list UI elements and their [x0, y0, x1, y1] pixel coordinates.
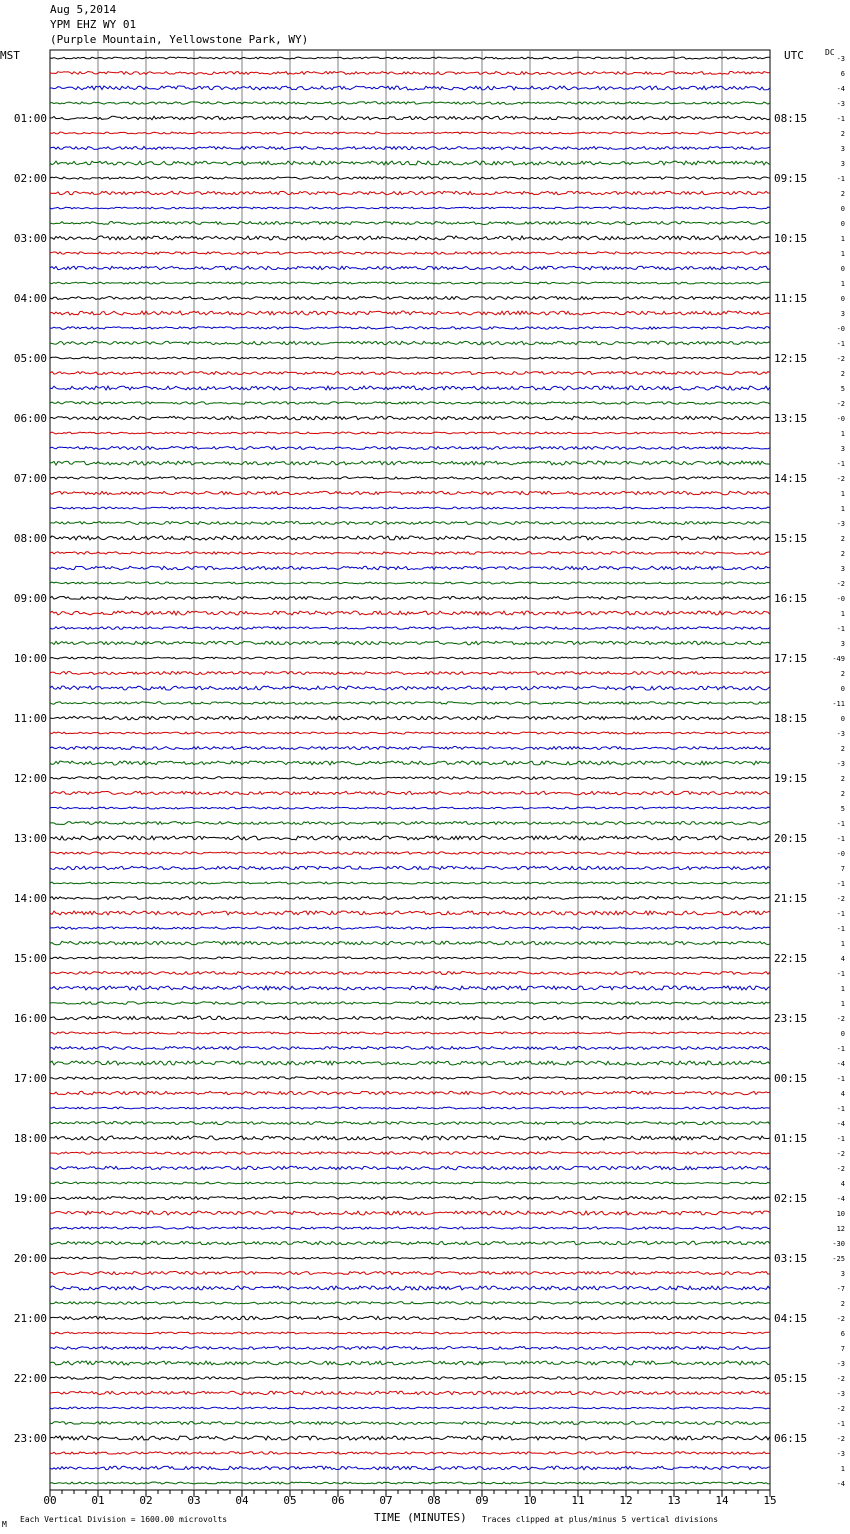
trace-line-12	[50, 222, 770, 225]
dc-offset-label: 2	[840, 745, 845, 753]
dc-offset-label: 2	[840, 370, 845, 378]
dc-offset-label: 6	[840, 1330, 845, 1338]
dc-offset-label: 1	[840, 1465, 845, 1473]
trace-line-23	[50, 386, 770, 390]
trace-line-34	[50, 552, 770, 554]
left-hour-label: 13:00	[13, 832, 47, 845]
trace-line-54	[50, 852, 770, 854]
dc-offset-label: -0	[836, 595, 845, 603]
trace-line-26	[50, 432, 770, 434]
trace-line-27	[50, 447, 770, 450]
dc-column-label: DC	[825, 48, 835, 57]
right-hour-label: 02:15	[774, 1192, 808, 1205]
trace-line-48	[50, 761, 770, 765]
right-hour-label: 14:15	[774, 472, 808, 485]
trace-line-64	[50, 1002, 770, 1004]
dc-offset-label: -2	[836, 1015, 845, 1023]
left-hour-label: 09:00	[13, 592, 47, 605]
left-hour-label: 23:00	[13, 1432, 47, 1445]
dc-offset-label: -2	[836, 1375, 845, 1383]
dc-offset-label: -3	[836, 55, 845, 63]
right-hour-label: 20:15	[774, 832, 808, 845]
dc-offset-label: 3	[840, 1270, 845, 1278]
dc-offset-label: 0	[840, 220, 845, 228]
trace-line-5	[50, 116, 770, 119]
left-timezone-label: MST	[0, 49, 20, 62]
dc-offset-label: -2	[836, 1150, 845, 1158]
dc-offset-label: 2	[840, 1300, 845, 1308]
dc-offset-label: 1	[840, 1000, 845, 1008]
footer-left-mark: M	[2, 1520, 7, 1529]
dc-offset-label: 0	[840, 1030, 845, 1038]
trace-line-75	[50, 1166, 770, 1169]
dc-offset-label: -0	[836, 850, 845, 858]
left-hour-label: 16:00	[13, 1012, 47, 1025]
x-tick-label: 15	[763, 1494, 777, 1507]
right-hour-label: 23:15	[774, 1012, 808, 1025]
trace-line-44	[50, 702, 770, 704]
trace-line-21	[50, 357, 770, 359]
trace-line-58	[50, 911, 770, 915]
dc-offset-label: 0	[840, 205, 845, 213]
dc-offset-label: -25	[832, 1255, 845, 1263]
dc-offset-label: -3	[836, 520, 845, 528]
dc-offset-label: -1	[836, 835, 845, 843]
dc-offset-label: -1	[836, 1420, 845, 1428]
dc-offset-label: -2	[836, 1435, 845, 1443]
trace-line-78	[50, 1211, 770, 1215]
trace-line-72	[50, 1122, 770, 1125]
x-tick-label: 11	[571, 1494, 585, 1507]
trace-line-46	[50, 732, 770, 734]
header-station: YPM EHZ WY 01	[50, 18, 137, 31]
trace-line-19	[50, 327, 770, 329]
right-hour-label: 11:15	[774, 292, 808, 305]
dc-offset-label: 2	[840, 190, 845, 198]
trace-line-82	[50, 1272, 770, 1275]
trace-line-67	[50, 1047, 770, 1050]
left-hour-label: 11:00	[13, 712, 47, 725]
left-hour-label: 08:00	[13, 532, 47, 545]
dc-offset-label: 10	[836, 1210, 845, 1218]
trace-line-25	[50, 416, 770, 419]
right-hour-label: 19:15	[774, 772, 808, 785]
dc-offset-label: 3	[840, 160, 845, 168]
left-hour-label: 21:00	[13, 1312, 47, 1325]
left-hour-label: 10:00	[13, 652, 47, 665]
dc-offset-label: -1	[836, 175, 845, 183]
dc-offset-label: -1	[836, 115, 845, 123]
left-hour-label: 15:00	[13, 952, 47, 965]
dc-offset-label: 5	[840, 385, 845, 393]
trace-line-68	[50, 1061, 770, 1065]
trace-line-11	[50, 207, 770, 209]
trace-line-1	[50, 57, 770, 59]
left-hour-label: 18:00	[13, 1132, 47, 1145]
trace-line-43	[50, 686, 770, 690]
dc-offset-label: -1	[836, 1105, 845, 1113]
trace-line-52	[50, 822, 770, 825]
trace-line-45	[50, 716, 770, 719]
trace-line-42	[50, 672, 770, 675]
x-tick-label: 04	[235, 1494, 249, 1507]
trace-line-53	[50, 836, 770, 840]
trace-line-62	[50, 972, 770, 975]
right-hour-label: 12:15	[774, 352, 808, 365]
dc-offset-label: -30	[832, 1240, 845, 1248]
right-hour-label: 10:15	[774, 232, 808, 245]
trace-line-84	[50, 1302, 770, 1304]
left-hour-label: 14:00	[13, 892, 47, 905]
trace-line-9	[50, 177, 770, 179]
trace-line-24	[50, 402, 770, 404]
left-hour-label: 01:00	[13, 112, 47, 125]
right-hour-label: 13:15	[774, 412, 808, 425]
x-tick-label: 09	[475, 1494, 489, 1507]
trace-line-35	[50, 566, 770, 569]
left-hour-label: 17:00	[13, 1072, 47, 1085]
dc-offset-label: -11	[832, 700, 845, 708]
footer-clip-note: Traces clipped at plus/minus 5 vertical divisions	[482, 1515, 719, 1524]
dc-offset-label: 1	[840, 505, 845, 513]
left-hour-label: 07:00	[13, 472, 47, 485]
dc-offset-label: 2	[840, 775, 845, 783]
trace-line-91	[50, 1407, 770, 1409]
x-tick-label: 06	[331, 1494, 345, 1507]
x-tick-label: 07	[379, 1494, 393, 1507]
dc-offset-label: 4	[840, 1180, 845, 1188]
x-tick-label: 13	[667, 1494, 681, 1507]
dc-offset-label: 3	[840, 565, 845, 573]
dc-offset-label: -2	[836, 1405, 845, 1413]
right-hour-label: 21:15	[774, 892, 808, 905]
dc-offset-label: -1	[836, 1135, 845, 1143]
dc-offset-label: 2	[840, 130, 845, 138]
trace-line-8	[50, 161, 770, 165]
dc-offset-label: 1	[840, 490, 845, 498]
trace-line-47	[50, 747, 770, 750]
trace-line-18	[50, 311, 770, 315]
trace-line-86	[50, 1332, 770, 1334]
left-hour-label: 03:00	[13, 232, 47, 245]
header-location: (Purple Mountain, Yellowstone Park, WY)	[50, 33, 309, 46]
trace-line-77	[50, 1197, 770, 1200]
trace-line-51	[50, 807, 770, 809]
dc-offset-label: -2	[836, 580, 845, 588]
dc-offset-label: 1	[840, 280, 845, 288]
trace-line-87	[50, 1347, 770, 1350]
trace-line-65	[50, 1016, 770, 1019]
trace-line-39	[50, 627, 770, 629]
dc-offset-label: -3	[836, 730, 845, 738]
trace-line-69	[50, 1077, 770, 1079]
trace-line-88	[50, 1361, 770, 1365]
trace-line-74	[50, 1152, 770, 1154]
trace-line-20	[50, 341, 770, 344]
dc-offset-label: -49	[832, 655, 845, 663]
dc-offset-label: -1	[836, 880, 845, 888]
right-hour-label: 05:15	[774, 1372, 808, 1385]
footer-scale-note: Each Vertical Division = 1600.00 microvolts	[20, 1515, 228, 1524]
trace-line-61	[50, 957, 770, 959]
trace-line-2	[50, 72, 770, 75]
left-hour-label: 19:00	[13, 1192, 47, 1205]
dc-offset-label: -1	[836, 820, 845, 828]
right-hour-label: 17:15	[774, 652, 808, 665]
x-tick-label: 14	[715, 1494, 729, 1507]
dc-offset-label: -3	[836, 100, 845, 108]
dc-offset-label: -3	[836, 1360, 845, 1368]
right-hour-label: 04:15	[774, 1312, 808, 1325]
dc-offset-label: -4	[836, 1120, 845, 1128]
trace-line-7	[50, 147, 770, 150]
dc-offset-label: 0	[840, 715, 845, 723]
dc-offset-label: -2	[836, 1165, 845, 1173]
dc-offset-label: 2	[840, 535, 845, 543]
dc-offset-label: 0	[840, 685, 845, 693]
dc-offset-label: 7	[840, 1345, 845, 1353]
left-hour-label: 20:00	[13, 1252, 47, 1265]
plot-frame	[50, 50, 770, 1490]
x-tick-label: 08	[427, 1494, 441, 1507]
trace-line-56	[50, 882, 770, 884]
trace-line-60	[50, 941, 770, 944]
dc-offset-label: -2	[836, 1315, 845, 1323]
trace-line-95	[50, 1466, 770, 1469]
dc-offset-label: 4	[840, 1090, 845, 1098]
trace-line-93	[50, 1436, 770, 1440]
right-hour-label: 03:15	[774, 1252, 808, 1265]
dc-offset-label: 3	[840, 445, 845, 453]
dc-offset-label: 1	[840, 250, 845, 258]
dc-offset-label: 3	[840, 310, 845, 318]
dc-offset-label: -7	[836, 1285, 845, 1293]
left-hour-label: 05:00	[13, 352, 47, 365]
dc-offset-label: -1	[836, 1045, 845, 1053]
dc-offset-label: -1	[836, 340, 845, 348]
trace-line-83	[50, 1286, 770, 1290]
x-tick-label: 00	[43, 1494, 57, 1507]
dc-offset-label: 6	[840, 70, 845, 78]
trace-line-17	[50, 297, 770, 300]
trace-line-81	[50, 1257, 770, 1259]
dc-offset-label: -4	[836, 1060, 845, 1068]
trace-line-30	[50, 491, 770, 494]
dc-offset-label: -0	[836, 325, 845, 333]
dc-offset-label: -4	[836, 1480, 845, 1488]
left-hour-label: 02:00	[13, 172, 47, 185]
right-hour-label: 08:15	[774, 112, 808, 125]
trace-line-59	[50, 927, 770, 929]
right-hour-label: 01:15	[774, 1132, 808, 1145]
dc-offset-label: 1	[840, 985, 845, 993]
trace-line-55	[50, 866, 770, 869]
dc-offset-label: -2	[836, 400, 845, 408]
trace-line-76	[50, 1182, 770, 1184]
dc-offset-label: 1	[840, 940, 845, 948]
x-tick-label: 02	[139, 1494, 153, 1507]
dc-offset-label: -1	[836, 910, 845, 918]
right-hour-label: 00:15	[774, 1072, 808, 1085]
left-hour-label: 04:00	[13, 292, 47, 305]
x-tick-label: 05	[283, 1494, 297, 1507]
dc-offset-label: -1	[836, 925, 845, 933]
dc-offset-label: -4	[836, 85, 845, 93]
x-tick-label: 01	[91, 1494, 105, 1507]
dc-offset-label: 1	[840, 235, 845, 243]
trace-line-15	[50, 266, 770, 269]
trace-line-3	[50, 86, 770, 90]
trace-line-49	[50, 777, 770, 779]
trace-line-4	[50, 102, 770, 104]
dc-offset-label: -3	[836, 1450, 845, 1458]
dc-offset-label: -1	[836, 625, 845, 633]
dc-offset-label: -3	[836, 760, 845, 768]
dc-offset-label: 2	[840, 670, 845, 678]
x-tick-label: 03	[187, 1494, 201, 1507]
right-hour-label: 18:15	[774, 712, 808, 725]
right-hour-label: 09:15	[774, 172, 808, 185]
dc-offset-label: 1	[840, 610, 845, 618]
dc-offset-label: -4	[836, 1195, 845, 1203]
dc-offset-label: -2	[836, 475, 845, 483]
dc-offset-label: 3	[840, 640, 845, 648]
trace-line-73	[50, 1136, 770, 1140]
dc-offset-label: -1	[836, 460, 845, 468]
trace-line-13	[50, 236, 770, 240]
x-tick-label: 10	[523, 1494, 537, 1507]
trace-line-79	[50, 1227, 770, 1229]
dc-offset-label: -2	[836, 895, 845, 903]
dc-offset-label: 7	[840, 865, 845, 873]
dc-offset-label: 5	[840, 805, 845, 813]
dc-offset-label: 1	[840, 430, 845, 438]
left-hour-label: 12:00	[13, 772, 47, 785]
trace-line-85	[50, 1316, 770, 1319]
trace-line-63	[50, 986, 770, 990]
trace-line-22	[50, 372, 770, 375]
dc-offset-label: 0	[840, 265, 845, 273]
trace-line-89	[50, 1377, 770, 1379]
trace-line-29	[50, 477, 770, 479]
trace-line-66	[50, 1032, 770, 1034]
trace-line-32	[50, 522, 770, 525]
dc-offset-label: 2	[840, 550, 845, 558]
dc-offset-label: -1	[836, 970, 845, 978]
left-hour-label: 06:00	[13, 412, 47, 425]
trace-line-28	[50, 461, 770, 465]
right-timezone-label: UTC	[784, 49, 804, 62]
trace-line-40	[50, 641, 770, 644]
trace-line-96	[50, 1482, 770, 1484]
trace-line-57	[50, 897, 770, 900]
trace-line-10	[50, 191, 770, 194]
x-axis-title: TIME (MINUTES)	[374, 1511, 467, 1524]
trace-line-14	[50, 252, 770, 254]
right-hour-label: 06:15	[774, 1432, 808, 1445]
trace-line-33	[50, 536, 770, 540]
trace-line-36	[50, 582, 770, 584]
header-date: Aug 5,2014	[50, 3, 117, 16]
trace-line-71	[50, 1107, 770, 1109]
trace-line-94	[50, 1452, 770, 1454]
left-hour-label: 22:00	[13, 1372, 47, 1385]
right-hour-label: 16:15	[774, 592, 808, 605]
dc-offset-label: -3	[836, 1390, 845, 1398]
trace-line-31	[50, 507, 770, 509]
dc-offset-label: 2	[840, 790, 845, 798]
right-hour-label: 22:15	[774, 952, 808, 965]
trace-line-38	[50, 611, 770, 615]
trace-line-92	[50, 1422, 770, 1425]
trace-line-80	[50, 1241, 770, 1244]
x-tick-label: 12	[619, 1494, 633, 1507]
dc-offset-label: 4	[840, 955, 845, 963]
trace-line-50	[50, 791, 770, 794]
trace-line-90	[50, 1391, 770, 1394]
dc-offset-label: 12	[836, 1225, 845, 1233]
dc-offset-label: -2	[836, 355, 845, 363]
right-hour-label: 15:15	[774, 532, 808, 545]
trace-line-16	[50, 282, 770, 284]
dc-offset-label: 3	[840, 145, 845, 153]
dc-offset-label: -0	[836, 415, 845, 423]
dc-offset-label: 0	[840, 295, 845, 303]
trace-line-41	[50, 657, 770, 659]
trace-line-6	[50, 132, 770, 134]
dc-offset-label: -1	[836, 1075, 845, 1083]
trace-line-70	[50, 1091, 770, 1094]
trace-line-37	[50, 597, 770, 600]
